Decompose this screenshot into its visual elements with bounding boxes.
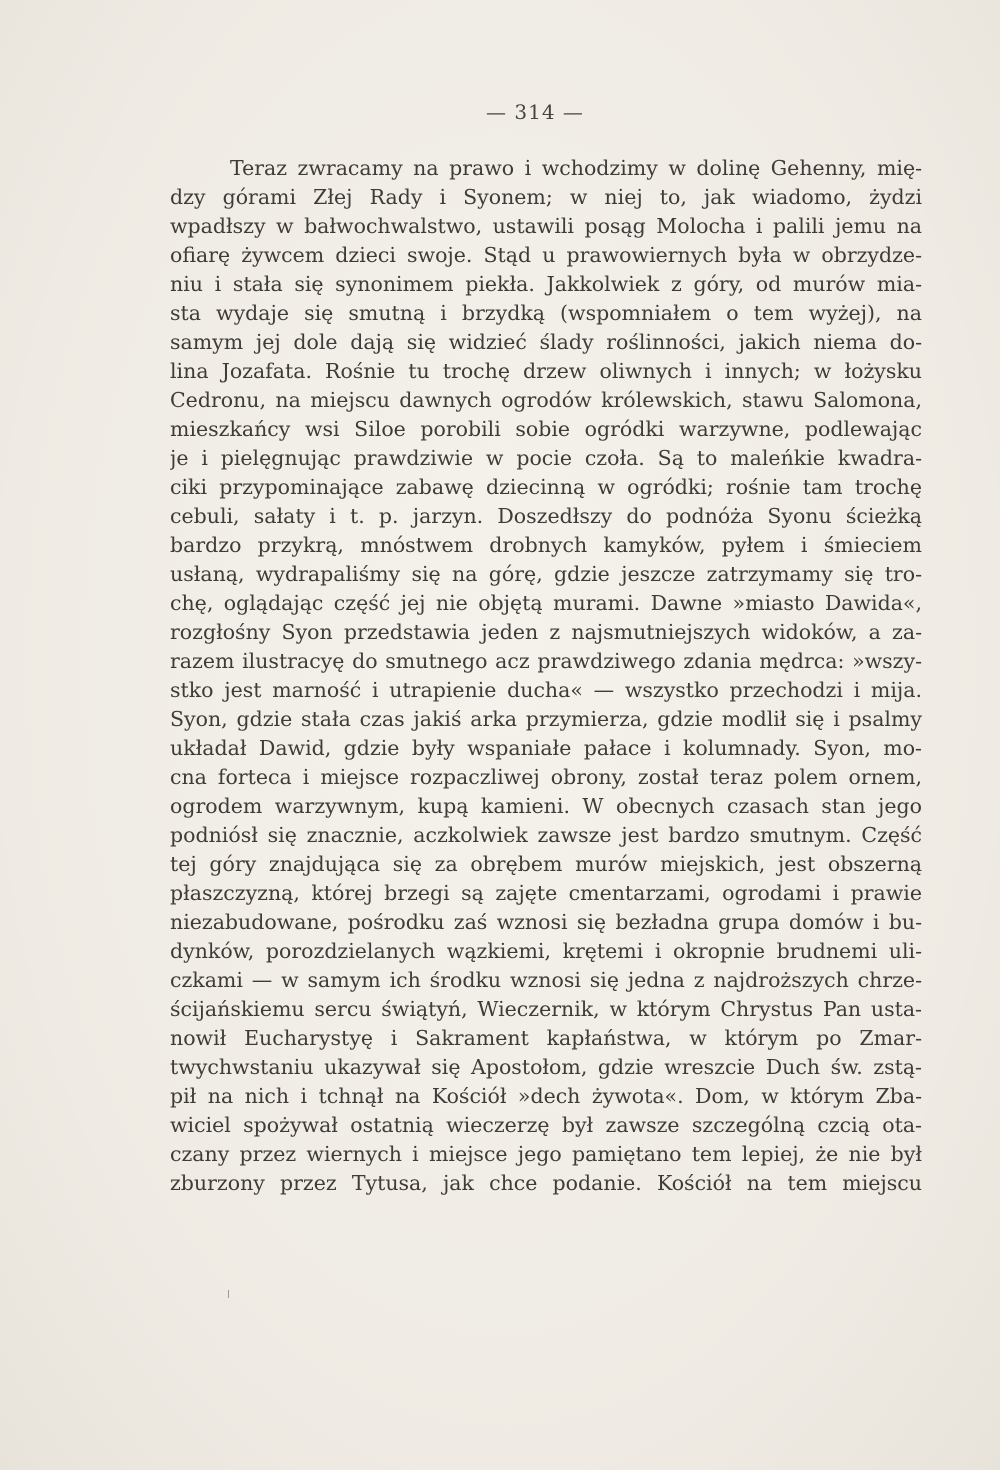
text-line: czany przez wiernych i miejsce jego pamiętano tem lepiej, że nie był <box>170 1142 922 1166</box>
text-line: Syon, gdzie stała czas jakiś arka przymierza, gdzie modlił się i psalmy <box>170 707 922 731</box>
text-line: ofiarę żywcem dzieci swoje. Stąd u prawowiernych była w obrzydze- <box>170 243 922 267</box>
text-line: wiciel spożywał ostatnią wieczerzę był zawsze szczególną czcią ota- <box>170 1113 922 1137</box>
text-line: chę, oglądając część jej nie objętą murami. Dawne »miasto Dawida«, <box>170 591 922 615</box>
text-line: cebuli, sałaty i t. p. jarzyn. Doszedłszy do podnóża Syonu ścieżką <box>170 504 922 528</box>
page-number: — 314 — <box>486 100 584 124</box>
text-line: ścijańskiemu sercu świątyń, Wieczernik, w którym Chrystus Pan usta- <box>170 997 922 1021</box>
body-paragraph <box>170 154 922 1198</box>
text-line: zburzony przez Tytusa, jak chce podanie. Kościół na tem miejscu <box>170 1171 922 1195</box>
text-line: niu i stała się synonimem piekła. Jakkolwiek z góry, od murów mia- <box>170 272 922 296</box>
text-line: podniósł się znacznie, aczkolwiek zawsze jest bardzo smutnym. Część <box>170 823 922 847</box>
text-line: usłaną, wydrapaliśmy się na górę, gdzie jeszcze zatrzymamy się tro- <box>170 562 922 586</box>
text-line: pił na nich i tchnął na Kościół »dech żywota«. Dom, w którym Zba- <box>170 1084 922 1108</box>
text-line: płaszczyzną, której brzegi są zajęte cmentarzami, ogrodami i prawie <box>170 881 922 905</box>
text-line: ciki przypominające zabawę dziecinną w ogródki; rośnie tam trochę <box>170 475 922 499</box>
text-line: sta wydaje się smutną i brzydką (wspomniałem o tem wyżej), na <box>170 301 922 325</box>
text-line: je i pielęgnując prawdziwie w pocie czoła. Są to maleńkie kwadra- <box>170 446 922 470</box>
text-line: lina Jozafata. Rośnie tu trochę drzew oliwnych i innych; w łożysku <box>170 359 922 383</box>
text-line: Cedronu, na miejscu dawnych ogrodów królewskich, stawu Salomona, <box>170 388 922 412</box>
text-line: samym jej dole dają się widzieć ślady roślinności, jakich niema do- <box>170 330 922 354</box>
text-line: twychwstaniu ukazywał się Apostołom, gdzie wreszcie Duch św. zstą- <box>170 1055 922 1079</box>
text-line: bardzo przykrą, mnóstwem drobnych kamyków, pyłem i śmieciem <box>170 533 922 557</box>
text-line: niezabudowane, pośrodku zaś wznosi się bezładna grupa domów i bu- <box>170 910 922 934</box>
text-line: tej góry znajdująca się za obrębem murów miejskich, jest obszerną <box>170 852 922 876</box>
text-line: układał Dawid, gdzie były wspaniałe pałace i kolumnady. Syon, mo- <box>170 736 922 760</box>
text-line: wpadłszy w bałwochwalstwo, ustawili posąg Molocha i palili jemu na <box>170 214 922 238</box>
paper-speck <box>228 1290 229 1298</box>
text-line: ogrodem warzywnym, kupą kamieni. W obecnych czasach stan jego <box>170 794 922 818</box>
text-line: dzy górami Złej Rady i Syonem; w niej to, jak wiadomo, żydzi <box>170 185 922 209</box>
text-line: nowił Eucharystyę i Sakrament kapłaństwa, w którym po Zmar- <box>170 1026 922 1050</box>
text-line: Teraz zwracamy na prawo i wchodzimy w dolinę Gehenny, mię- <box>230 156 922 180</box>
text-line: dynków, porozdzielanych wązkiemi, krętemi i okropnie brudnemi uli- <box>170 939 922 963</box>
text-line: razem ilustracyę do smutnego acz prawdziwego zdania mędrca: »wszy- <box>170 649 922 673</box>
text-line: cna forteca i miejsce rozpaczliwej obrony, został teraz polem ornem, <box>170 765 922 789</box>
text-line: mieszkańcy wsi Siloe porobili sobie ogródki warzywne, podlewając <box>170 417 922 441</box>
text-line: stko jest marność i utrapienie ducha« — wszystko przechodzi i mija. <box>170 678 922 702</box>
text-line: czkami — w samym ich środku wznosi się jedna z najdroższych chrze- <box>170 968 922 992</box>
text-line: rozgłośny Syon przedstawia jeden z najsmutniejszych widoków, a za- <box>170 620 922 644</box>
